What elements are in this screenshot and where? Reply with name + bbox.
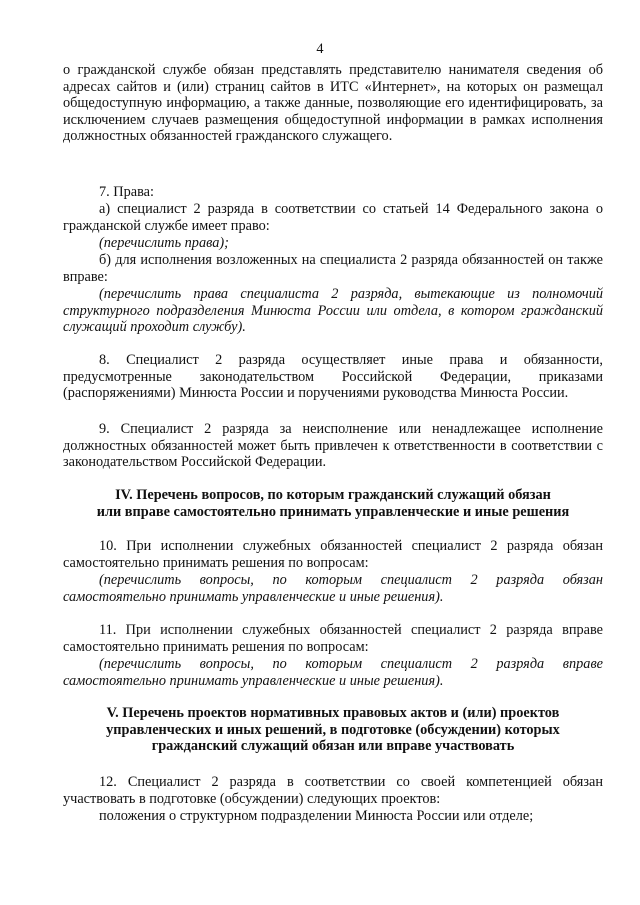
item10: 10. При исполнении служебных обязанностей специалист 2 разряда обязан самостоятельно принимать решения по вопросам: <box>63 538 603 571</box>
item10-note: (перечислить вопросы, по которым специалист 2 разряда обязан самостоятельно принимать управленческие и иные решения). <box>63 572 603 605</box>
item7-a: а) специалист 2 разряда в соответствии со статьей 14 Федерального закона о гражданской службе имеет право: <box>63 201 603 234</box>
item7-a-note: (перечислить права); <box>99 235 229 251</box>
section5-heading-line2: управленческих и иных решений, в подготовке (обсуждении) которых <box>106 721 560 738</box>
item12-a: положения о структурном подразделении Минюста России или отделе; <box>99 808 534 824</box>
section5-heading-line3: гражданский служащий обязан или вправе участвовать <box>151 738 515 755</box>
intro-paragraph: о гражданской службе обязан представлять представителю нанимателя сведения об адресах сайтов и (или) страниц сайтов в ИТС «Интернет», на которых он размещал общедоступную информацию, а также данные, позволяющие его идентифицировать, за исключением случаев размещения общедоступной информации в рамках исполнения должностных обязанностей гражданского служащего. <box>63 62 603 145</box>
section5-heading <box>63 705 603 755</box>
section4-heading-line1: IV. Перечень вопросов, по которым гражданский служащий обязан <box>115 487 551 503</box>
item11-note: (перечислить вопросы, по которым специалист 2 разряда вправе самостоятельно принимать управленческие и иные решения). <box>63 656 603 689</box>
item7-title: 7. Права: <box>99 184 154 200</box>
item7-b: б) для исполнения возложенных на специалиста 2 разряда обязанностей он также вправе: <box>63 252 603 285</box>
section5-heading-line1: V. Перечень проектов нормативных правовых актов и (или) проектов <box>106 705 560 721</box>
section4-heading <box>63 487 603 520</box>
item9: 9. Специалист 2 разряда за неисполнение или ненадлежащее исполнение должностных обязанностей может быть привлечен к ответственности в соответствии с законодательством Российской Федерации. <box>63 421 603 471</box>
section4-heading-line2: или вправе самостоятельно принимать управленческие и иные решения <box>96 503 570 520</box>
item12: 12. Специалист 2 разряда в соответствии со своей компетенцией обязан участвовать в подготовке (обсуждении) следующих проектов: <box>63 774 603 807</box>
item8: 8. Специалист 2 разряда осуществляет иные права и обязанности, предусмотренные законодательством Российской Федерации, приказами (распоряжениями) Минюста России и поручениями руководства Минюста России. <box>63 352 603 402</box>
item11: 11. При исполнении служебных обязанностей специалист 2 разряда вправе самостоятельно принимать решения по вопросам: <box>63 622 603 655</box>
page-number: 4 <box>316 41 324 57</box>
item7-b-note: (перечислить права специалиста 2 разряда, вытекающие из полномочий структурного подразделения Минюста России или отдела, в котором гражданский служащий проходит службу). <box>63 286 603 336</box>
